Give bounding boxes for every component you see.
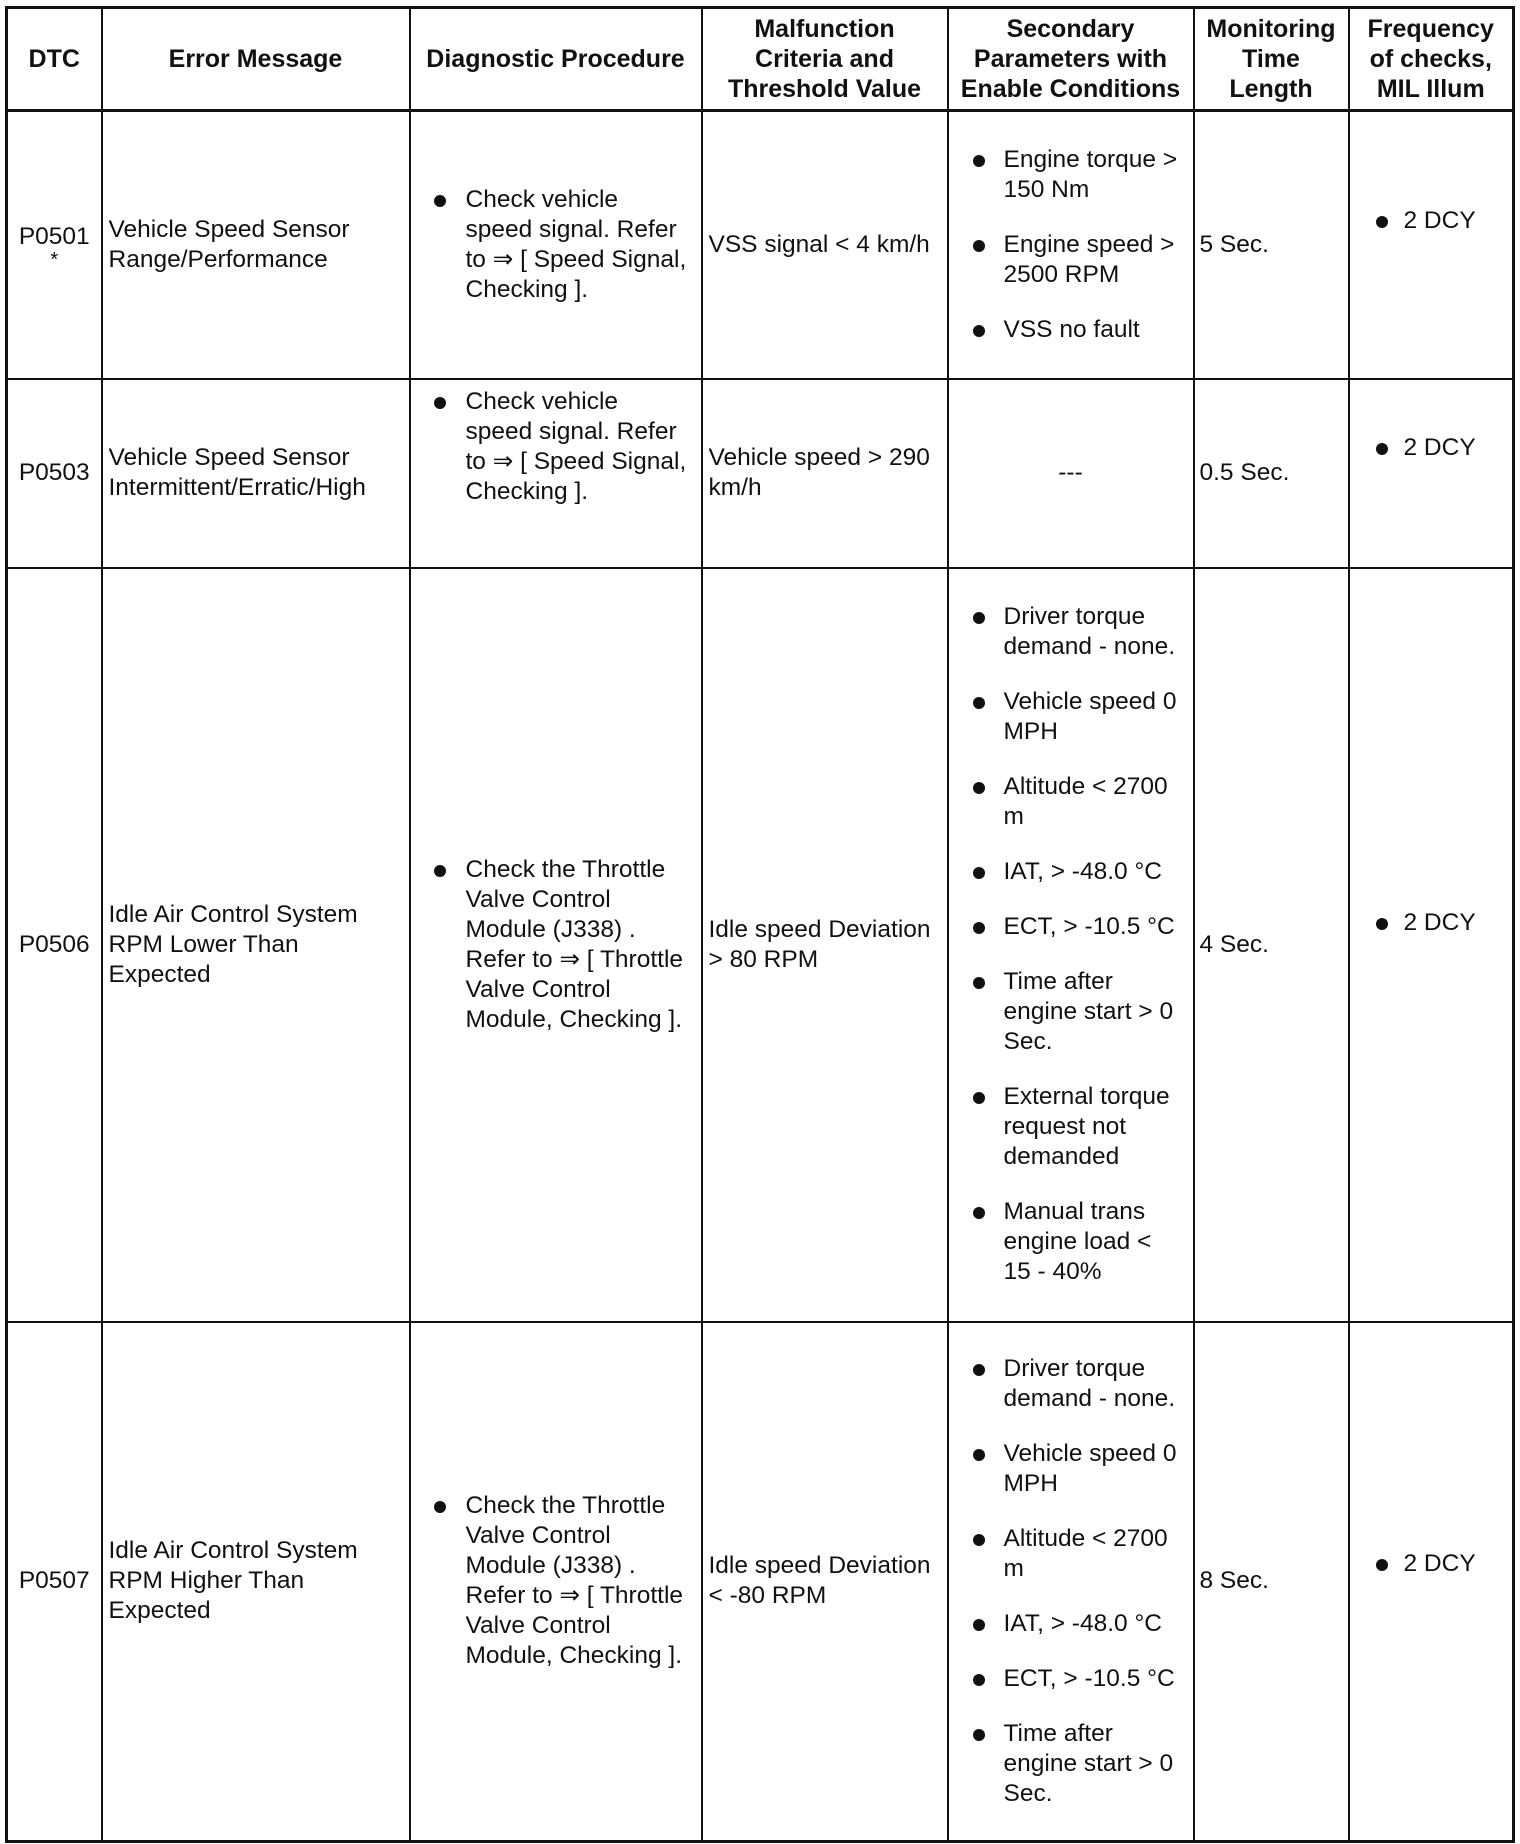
bullet-icon: [1376, 443, 1388, 455]
frequency-item: 2 DCY: [1350, 433, 1513, 463]
secondary-item: Driver torque demand - none.: [949, 602, 1193, 662]
frequency-item: 2 DCY: [1350, 908, 1513, 938]
secondary-item: Driver torque demand - none.: [949, 1354, 1193, 1414]
bullet-icon: [973, 1619, 985, 1631]
monitoring-time: 4 Sec.: [1194, 568, 1349, 1322]
secondary-item: Time after engine start > 0 Sec.: [949, 967, 1193, 1057]
secondary-item: VSS no fault: [949, 315, 1193, 345]
frequency-item: 2 DCY: [1350, 206, 1513, 236]
bullet-icon: [973, 782, 985, 794]
header-secondary-parameters: Secondary Parameters with Enable Conditions: [948, 8, 1194, 111]
frequency: [1349, 568, 1514, 1322]
dtc-code: P0501 *: [7, 111, 102, 379]
bullet-icon: [1376, 1559, 1388, 1571]
diagnostic-procedure: [410, 568, 702, 1322]
secondary-item: Manual trans engine load < 15 - 40%: [949, 1197, 1193, 1287]
table-row-p0501: [7, 111, 1514, 379]
bullet-icon: [973, 1364, 985, 1376]
bullet-icon: [1376, 216, 1388, 228]
bullet-icon: [973, 977, 985, 989]
procedure-item: Check the Throttle Valve Control Module (J338) . Refer to ⇒ [ Throttle Valve Control Module, Checking ].: [411, 855, 701, 1035]
monitoring-time: 5 Sec.: [1194, 111, 1349, 379]
dtc-code: P0503: [7, 379, 102, 568]
header-frequency: Frequency of checks, MIL Illum: [1349, 8, 1514, 111]
malfunction-criteria: Idle speed Deviation > 80 RPM: [702, 568, 948, 1322]
header-dtc: DTC: [7, 8, 102, 111]
monitoring-time: 0.5 Sec.: [1194, 379, 1349, 568]
bullet-icon: [973, 867, 985, 879]
bullet-icon: [973, 922, 985, 934]
header-row: [7, 8, 1514, 111]
bullet-icon: [434, 195, 446, 207]
diagnostic-procedure: [410, 1322, 702, 1842]
header-monitoring-time: Monitoring Time Length: [1194, 8, 1349, 111]
frequency-item: 2 DCY: [1350, 1549, 1513, 1579]
secondary-item: Altitude < 2700 m: [949, 1524, 1193, 1584]
header-error-message: Error Message: [102, 8, 410, 111]
frequency: [1349, 111, 1514, 379]
secondary-item: IAT, > -48.0 °C: [949, 857, 1193, 887]
secondary-item: Time after engine start > 0 Sec.: [949, 1719, 1193, 1809]
error-message: Vehicle Speed Sensor Intermittent/Erratic/High: [102, 379, 410, 568]
bullet-icon: [973, 1674, 985, 1686]
procedure-item: Check vehicle speed signal. Refer to ⇒ [ Speed Signal, Checking ].: [411, 387, 701, 507]
diagnostic-procedure: [410, 111, 702, 379]
dtc-note: *: [50, 248, 59, 271]
secondary-item: ECT, > -10.5 °C: [949, 912, 1193, 942]
secondary-parameters: ---: [948, 379, 1194, 568]
bullet-icon: [973, 325, 985, 337]
table-row-p0507: [7, 1322, 1514, 1842]
malfunction-criteria: Idle speed Deviation < -80 RPM: [702, 1322, 948, 1842]
malfunction-criteria: Vehicle speed > 290 km/h: [702, 379, 948, 568]
malfunction-criteria: VSS signal < 4 km/h: [702, 111, 948, 379]
bullet-icon: [973, 1534, 985, 1546]
bullet-icon: [434, 865, 446, 877]
bullet-icon: [973, 1449, 985, 1461]
procedure-item: Check the Throttle Valve Control Module (J338) . Refer to ⇒ [ Throttle Valve Control Module, Checking ].: [411, 1491, 701, 1671]
dtc-code: P0507: [7, 1322, 102, 1842]
bullet-icon: [1376, 918, 1388, 930]
diagnostic-procedure: [410, 379, 702, 568]
secondary-item: Engine speed > 2500 RPM: [949, 230, 1193, 290]
bullet-icon: [973, 612, 985, 624]
bullet-icon: [973, 1092, 985, 1104]
secondary-item: Altitude < 2700 m: [949, 772, 1193, 832]
secondary-item: Vehicle speed 0 MPH: [949, 687, 1193, 747]
header-malfunction-criteria: Malfunction Criteria and Threshold Value: [702, 8, 948, 111]
bullet-icon: [973, 1729, 985, 1741]
secondary-item: IAT, > -48.0 °C: [949, 1609, 1193, 1639]
secondary-item: External torque request not demanded: [949, 1082, 1193, 1172]
secondary-item: Vehicle speed 0 MPH: [949, 1439, 1193, 1499]
bullet-icon: [973, 240, 985, 252]
dtc-code: P0506: [7, 568, 102, 1322]
error-message: Idle Air Control System RPM Lower Than Expected: [102, 568, 410, 1322]
bullet-icon: [973, 155, 985, 167]
secondary-parameters: [948, 568, 1194, 1322]
table-row-p0506: [7, 568, 1514, 1322]
secondary-item: Engine torque > 150 Nm: [949, 145, 1193, 205]
secondary-item: ECT, > -10.5 °C: [949, 1664, 1193, 1694]
secondary-parameters: [948, 1322, 1194, 1842]
header-diagnostic-procedure: Diagnostic Procedure: [410, 8, 702, 111]
bullet-icon: [973, 697, 985, 709]
secondary-parameters: [948, 111, 1194, 379]
bullet-icon: [973, 1207, 985, 1219]
procedure-item: Check vehicle speed signal. Refer to ⇒ [ Speed Signal, Checking ].: [411, 185, 701, 305]
error-message: Vehicle Speed Sensor Range/Performance: [102, 111, 410, 379]
monitoring-time: 8 Sec.: [1194, 1322, 1349, 1842]
frequency: [1349, 1322, 1514, 1842]
bullet-icon: [434, 1501, 446, 1513]
error-message: Idle Air Control System RPM Higher Than Expected: [102, 1322, 410, 1842]
bullet-icon: [434, 397, 446, 409]
table-row-p0503: [7, 379, 1514, 568]
frequency: [1349, 379, 1514, 568]
dtc-table: [5, 6, 1515, 1843]
